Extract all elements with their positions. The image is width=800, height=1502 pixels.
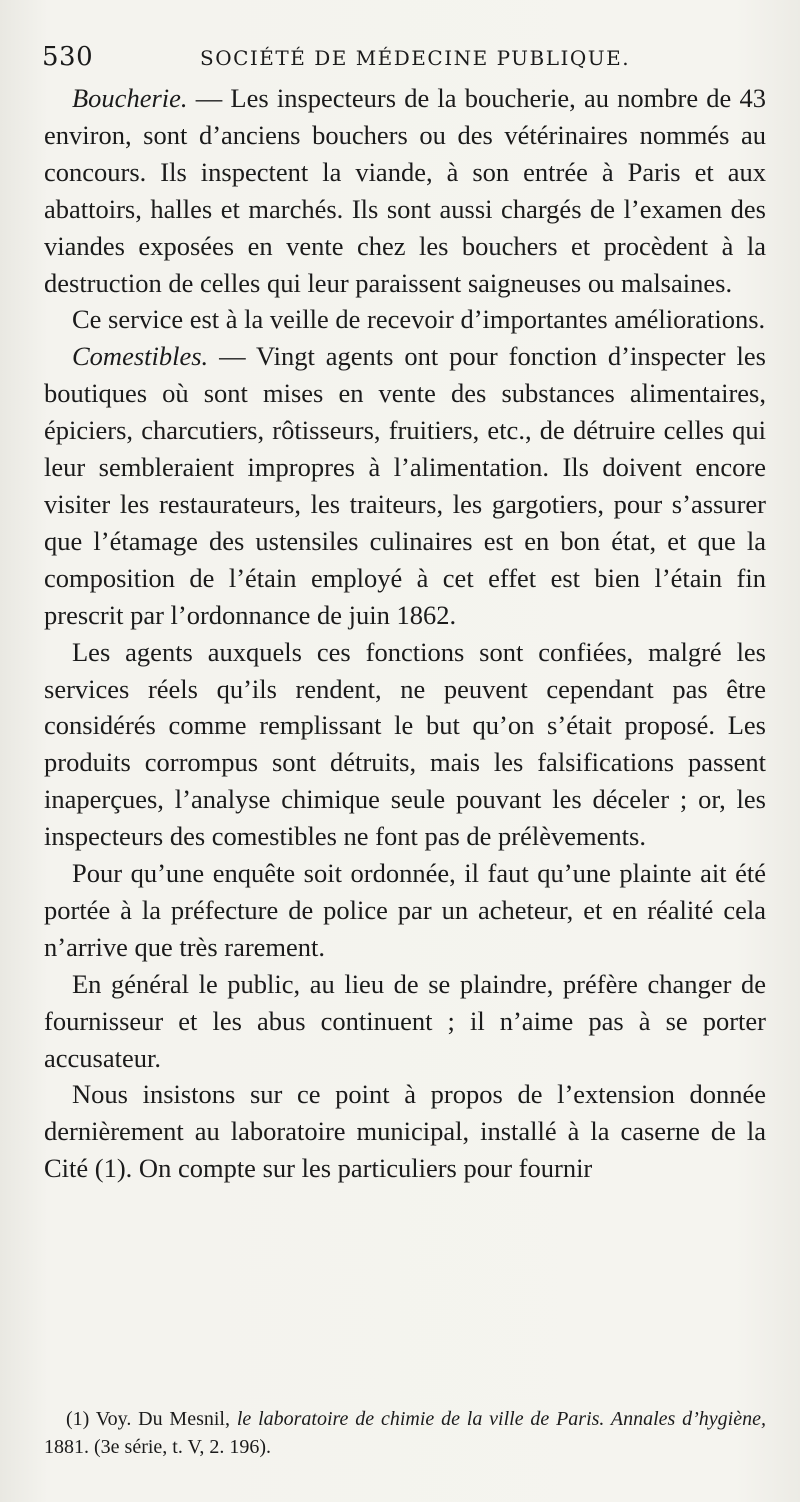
paragraph-text: — Les inspecteurs de la boucherie, au nombre de 43 environ, sont d’anciens bouchers ou des vétérinaires nommés au concours. Ils inspectent la viande, à son entrée à Paris et aux abattoirs, halles et marchés. Ils sont aussi chargés de l’examen des viandes exposées en vente chez les bouchers et procèdent à la destruction de celles qui leur paraissent saigneuses ou malsaines. <box>44 83 766 298</box>
section-title-comestibles: Comestibles. <box>72 341 209 372</box>
footnote-author: Voy. Du Mesnil, <box>89 1408 237 1430</box>
footnote <box>44 1405 766 1461</box>
footnote-reference: 1881. (3e série, t. V, 2. 196). <box>44 1436 272 1458</box>
paragraph-laboratoire <box>44 1076 766 1187</box>
paragraph-boucherie <box>44 80 766 301</box>
paragraph-enquete <box>44 855 766 966</box>
paragraph-text: Pour qu’une enquête soit ordonnée, il faut qu’une plainte ait été portée à la préfecture de police par un acheteur, et en réalité cela n’arrive que très rarement. <box>44 858 766 962</box>
body-text <box>44 80 766 1187</box>
section-title-boucherie: Boucherie. <box>72 83 188 113</box>
paragraph-text: Ce service est à la veille de recevoir d’importantes améliorations. <box>72 304 766 335</box>
paragraph-text: Les agents auxquels ces fonctions sont confiées, malgré les services réels qu’ils rendent, ne peuvent cependant pas être considérés comme remplissant le but qu’on s’était proposé. Les produits corrompus sont détruits, mais les falsifications passent inaperçues, l’analyse chimique seule pouvant les déceler ; or, les inspecteurs des comestibles ne font pas de prélèvements. <box>44 636 766 852</box>
paragraph-comestibles <box>44 338 766 633</box>
footnote-title: le laboratoire de chimie de la ville de Paris. Annales d’hygiène, <box>236 1408 766 1430</box>
paragraph-text: — Vingt agents ont pour fonction d’inspecter les boutiques où sont mises en vente des substances alimentaires, épiciers, charcutiers, rôtisseurs, fruitiers, etc., de détruire celles qui leur sembleraient impropres à l’alimentation. Ils doivent encore visiter les restaurateurs, les traiteurs, les gargotiers, pour s’assurer que l’étamage des ustensiles culinaires est en bon état, et que la composition de l’étain employé à cet effet est bien l’étain fin prescrit par l’ordonnance de juin 1862. <box>44 341 766 630</box>
footnote-number: (1) <box>66 1408 90 1430</box>
paragraph-service <box>44 301 766 338</box>
page-number: 530 <box>42 42 94 72</box>
page-header <box>42 38 762 78</box>
paragraph-text: Nous insistons sur ce point à propos de l’extension donnée dernièrement au laboratoire municipal, installé à la caserne de la Cité (1). On compte sur les particuliers pour fournir <box>44 1079 766 1184</box>
paragraph-agents <box>44 634 766 855</box>
paragraph-public <box>44 966 766 1077</box>
running-head: SOCIÉTÉ DE MÉDECINE PUBLIQUE. <box>200 46 631 70</box>
paragraph-text: En général le public, au lieu de se plaindre, préfère changer de fournisseur et les abus continuent ; il n’aime pas à se porter accusateur. <box>44 968 766 1073</box>
